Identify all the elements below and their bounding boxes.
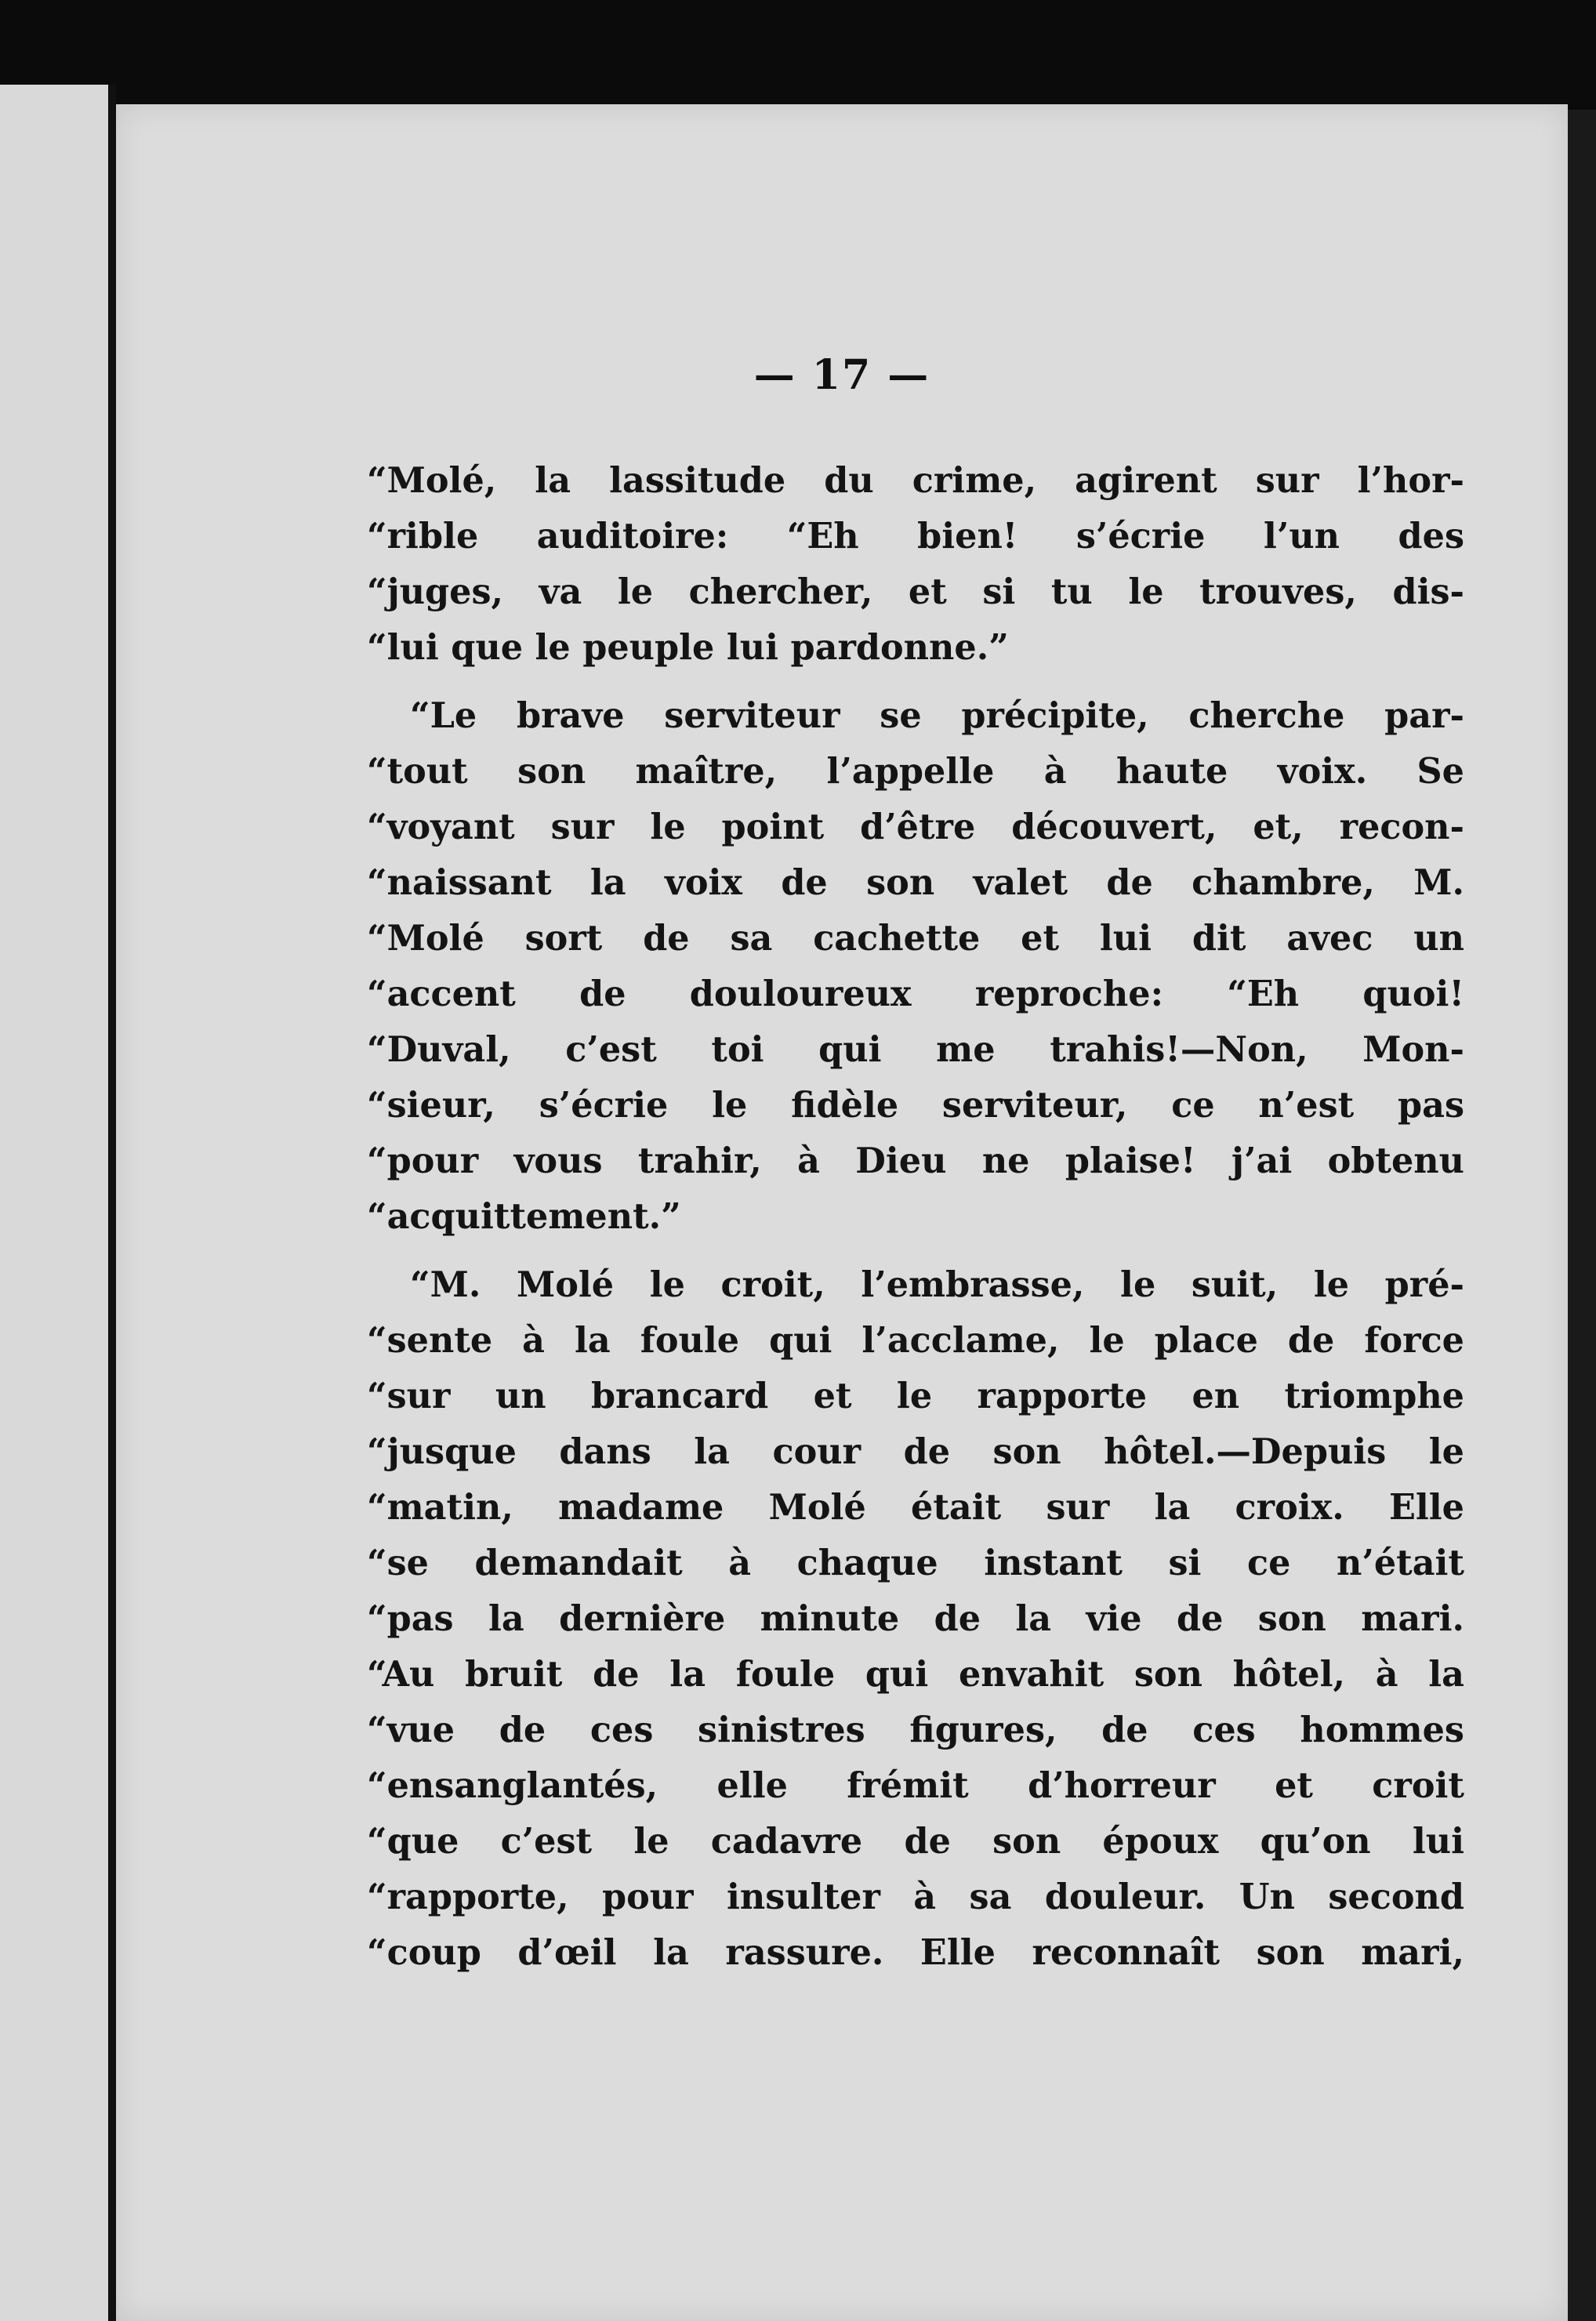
book-page (116, 104, 1568, 2321)
paragraph-2 (367, 688, 1464, 1245)
left-page-edge (0, 85, 113, 2321)
text-line: “vue de ces sinistres figures, de ces hommes (367, 1710, 1464, 1750)
page-number: — 17 — (753, 351, 930, 399)
text-line: “pas la dernière minute de la vie de son mari. (367, 1598, 1464, 1639)
text-line: “Molé, la lassitude du crime, agirent sur l’hor- (367, 460, 1464, 501)
text-line: “voyant sur le point d’être découvert, et, recon- (367, 807, 1464, 847)
text-line: “sente à la foule qui l’acclame, le place de force (367, 1320, 1464, 1361)
text-line: “sur un brancard et le rapporte en triomphe (367, 1376, 1464, 1416)
text-line: “lui que le peuple lui pardonne.” (367, 627, 1009, 668)
paragraph-1 (367, 453, 1464, 676)
text-line: “accent de douloureux reproche: “Eh quoi! (367, 974, 1464, 1014)
text-line: “tout son maître, l’appelle à haute voix. Se (367, 751, 1464, 792)
text-line: “sieur, s’écrie le fidèle serviteur, ce n’est pas (367, 1085, 1464, 1126)
body-text (367, 453, 1464, 1981)
text-line: “Au bruit de la foule qui envahit son hôtel, à la (367, 1654, 1464, 1695)
text-line: “ensanglantés, elle frémit d’horreur et croit (367, 1765, 1464, 1806)
text-line: “se demandait à chaque instant si ce n’était (367, 1543, 1464, 1583)
text-line: “matin, madame Molé était sur la croix. Elle (367, 1487, 1464, 1528)
text-line: “coup d’œil la rassure. Elle reconnaît son mari, (367, 1932, 1464, 1973)
text-line: “acquittement.” (367, 1196, 681, 1237)
gutter-shadow (108, 85, 116, 2321)
text-line: “rible auditoire: “Eh bien! s’écrie l’un des (367, 516, 1464, 557)
paragraph-3 (367, 1257, 1464, 1981)
text-line: “juges, va le chercher, et si tu le trouves, dis- (367, 571, 1464, 612)
text-line: “rapporte, pour insulter à sa douleur. Un second (367, 1877, 1464, 1917)
text-line: “Molé sort de sa cachette et lui dit avec un (367, 918, 1464, 959)
text-line: “Le brave serviteur se précipite, cherche par- (410, 695, 1464, 736)
text-line: “pour vous trahir, à Dieu ne plaise! j’ai obtenu (367, 1141, 1464, 1181)
text-line: “naissant la voix de son valet de chambre, M. (367, 862, 1464, 903)
text-line: “jusque dans la cour de son hôtel.—Depuis le (367, 1431, 1464, 1472)
text-line: “M. Molé le croit, l’embrasse, le suit, le pré- (410, 1264, 1464, 1305)
right-page-edge (1568, 110, 1596, 2321)
text-line: “Duval, c’est toi qui me trahis!—Non, Mon- (367, 1029, 1464, 1070)
text-line: “que c’est le cadavre de son époux qu’on lui (367, 1821, 1464, 1862)
